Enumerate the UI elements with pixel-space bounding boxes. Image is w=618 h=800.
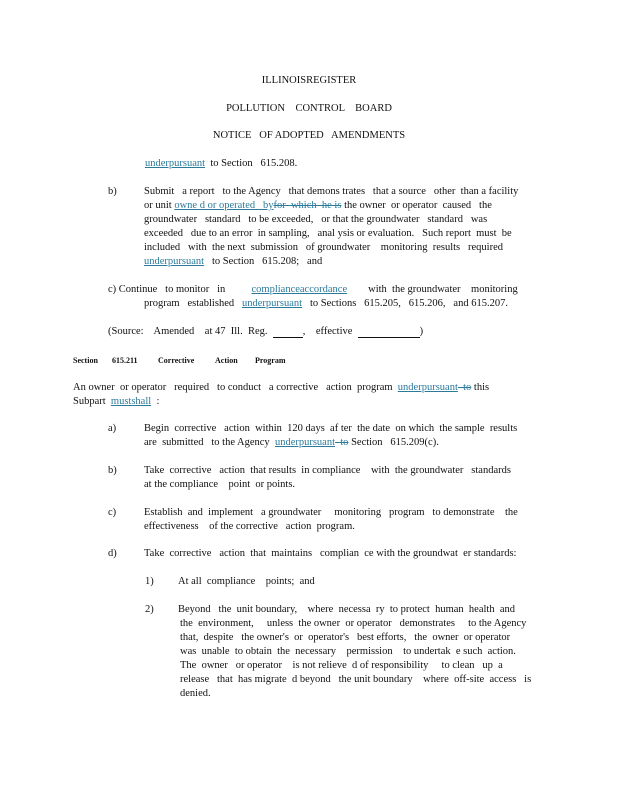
- inserted-text: owne d or operated by: [174, 200, 274, 211]
- sub-2-line-7: denied.: [180, 688, 211, 699]
- sub-2-line-4: was unable to obtain the necessary permission to undertak e such action.: [180, 646, 516, 657]
- item-c-line-2-a: program established: [144, 298, 242, 309]
- list-b-line-1: Take corrective action that results in compliance with the groundwater standards: [144, 465, 511, 476]
- sub-2-label: 2): [145, 604, 154, 615]
- list-a-label: a): [108, 423, 117, 434]
- intro-line-2-b: :: [151, 396, 160, 407]
- notice-title: NOTICE OF ADOPTED AMENDMENTS: [212, 130, 406, 141]
- item-c-line-2: [144, 297, 508, 310]
- effective-date-blank: [358, 327, 420, 338]
- list-c-line-1: Establish and implement a groundwater monitoring program to demonstrate the: [144, 507, 518, 518]
- inserted-text: complianceaccordance: [251, 284, 348, 295]
- intro-line-1-b: this: [471, 382, 490, 393]
- list-d-label: d): [108, 548, 117, 559]
- item-c-line-1-a: c) Continue to monitor in: [108, 284, 252, 295]
- sub-1-label: 1): [145, 576, 154, 587]
- item-b-line-2-a: or unit: [144, 200, 175, 211]
- section-title-2: Action: [215, 356, 238, 365]
- list-c-line-2: effectiveness of the corrective action program.: [144, 521, 355, 532]
- inserted-text: underpursuant: [145, 158, 206, 169]
- item-b-line-2-b: the owner or operator caused the: [341, 200, 492, 211]
- list-a-line-1: Begin corrective action within 120 days af ter the date on which the sample results: [144, 423, 518, 434]
- deleted-text: for which he is: [273, 200, 342, 211]
- inserted-text: underpursuant: [241, 298, 303, 309]
- item-c-line-1-b: with the groundwater monitoring: [347, 284, 518, 295]
- item-b-line-1: Submit a report to the Agency that demons trates that a source other than a facility: [144, 186, 519, 197]
- item-c-line-1: [108, 283, 518, 296]
- item-b-line-3: groundwater standard to be exceeded, or that the groundwater standard was: [144, 214, 488, 225]
- list-a-line-2-a: are submitted to the Agency: [144, 437, 275, 448]
- sub-2-line-5: The owner or operator is not relieve d of responsibility to clean up a: [180, 660, 503, 671]
- inserted-text: underpursuant: [144, 256, 205, 267]
- reg-page-blank: [273, 327, 303, 338]
- inserted-text: underpursuant: [397, 382, 458, 393]
- item-b-line-6-rest: to Section 615.208; and: [204, 256, 323, 267]
- carryover-rest: to Section 615.208.: [205, 158, 298, 169]
- item-b-line-4: exceeded due to an error in sampling, anal ysis or evaluation. Such report must be: [144, 228, 512, 239]
- deleted-text: to: [335, 437, 349, 448]
- source-note: [108, 325, 423, 338]
- sub-2-line-6: release that has migrate d beyond the unit boundary where off-site access is: [180, 674, 532, 685]
- intro-line-2-a: Subpart: [73, 396, 111, 407]
- intro-line-2: [73, 395, 159, 408]
- item-b-line-2: [144, 199, 492, 212]
- source-c: ): [419, 326, 424, 337]
- list-b-line-2: at the compliance point or points.: [144, 479, 296, 490]
- register-title: ILLINOISREGISTER: [261, 75, 357, 86]
- inserted-text: mustshall: [110, 396, 152, 407]
- section-title-1: Corrective: [158, 356, 195, 365]
- carryover-line: [145, 157, 297, 170]
- item-c-line-2-b: to Sections 615.205, 615.206, and 615.207.: [302, 298, 508, 309]
- list-a-line-2-b: Section 615.209(c).: [348, 437, 439, 448]
- sub-2-line-3: that, despite the owner's or operator's best efforts, the owner or operator: [180, 632, 511, 643]
- list-b-label: b): [108, 465, 117, 476]
- list-a-line-2: [144, 436, 439, 449]
- intro-line-1-a: An owner or operator required to conduct a corrective action program: [73, 382, 398, 393]
- source-b: , effective: [302, 326, 358, 337]
- sub-2-line-2: the environment, unless the owner or operator demonstrates to the Agency: [180, 618, 527, 629]
- intro-line-1: [73, 381, 489, 394]
- source-a: (Source: Amended at 47 Ill. Reg.: [108, 326, 273, 337]
- section-number: 615.211: [112, 356, 138, 365]
- list-d-line-1: Take corrective action that maintains complian ce with the groundwat er standards:: [144, 548, 517, 559]
- section-label: Section: [73, 356, 98, 365]
- inserted-text: underpursuant: [274, 437, 336, 448]
- deleted-text: to: [457, 382, 472, 393]
- item-b-line-5: included with the next submission of groundwater monitoring results required: [144, 242, 503, 253]
- sub-1-text: At all compliance points; and: [178, 576, 315, 587]
- item-b-label: b): [108, 186, 117, 197]
- item-b-line-6: [144, 255, 322, 268]
- section-title-3: Program: [255, 356, 286, 365]
- list-c-label: c): [108, 507, 117, 518]
- sub-2-line-1: Beyond the unit boundary, where necessa ry to protect human health and: [178, 604, 515, 615]
- agency-title: POLLUTION CONTROL BOARD: [226, 103, 392, 114]
